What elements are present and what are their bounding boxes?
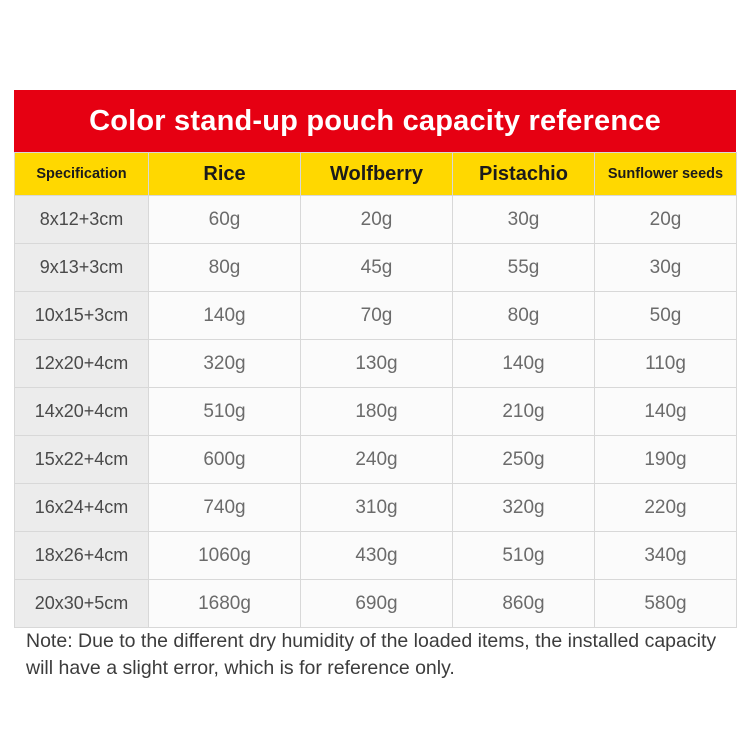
cell-rice: 600g (149, 436, 301, 484)
table-row (15, 484, 737, 532)
cell-rice: 60g (149, 196, 301, 244)
cell-sunflower-seeds: 110g (595, 340, 737, 388)
cell-rice: 1680g (149, 580, 301, 628)
cell-pistachio: 510g (453, 532, 595, 580)
cell-wolfberry: 130g (301, 340, 453, 388)
cell-wolfberry: 180g (301, 388, 453, 436)
cell-pistachio: 80g (453, 292, 595, 340)
cell-pistachio: 55g (453, 244, 595, 292)
page-title: Color stand-up pouch capacity reference (89, 104, 661, 137)
cell-rice: 1060g (149, 532, 301, 580)
column-header-sunflower-seeds: Sunflower seeds (595, 153, 737, 196)
column-header-wolfberry: Wolfberry (301, 153, 453, 196)
cell-wolfberry: 70g (301, 292, 453, 340)
cell-specification: 12x20+4cm (15, 340, 149, 388)
table-row (15, 580, 737, 628)
table-row (15, 436, 737, 484)
cell-pistachio: 140g (453, 340, 595, 388)
cell-specification: 15x22+4cm (15, 436, 149, 484)
cell-rice: 510g (149, 388, 301, 436)
capacity-table (14, 152, 737, 628)
cell-sunflower-seeds: 50g (595, 292, 737, 340)
cell-sunflower-seeds: 140g (595, 388, 737, 436)
cell-rice: 740g (149, 484, 301, 532)
table-row (15, 340, 737, 388)
cell-wolfberry: 690g (301, 580, 453, 628)
cell-specification: 20x30+5cm (15, 580, 149, 628)
cell-rice: 80g (149, 244, 301, 292)
title-banner (14, 90, 736, 152)
footnote: Note: Due to the different dry humidity of the loaded items, the installed capacity will have a slight error, which is for reference only. (26, 630, 717, 679)
cell-pistachio: 320g (453, 484, 595, 532)
cell-specification: 18x26+4cm (15, 532, 149, 580)
cell-wolfberry: 430g (301, 532, 453, 580)
capacity-sheet (14, 90, 736, 628)
cell-sunflower-seeds: 340g (595, 532, 737, 580)
cell-specification: 16x24+4cm (15, 484, 149, 532)
column-header-rice: Rice (149, 153, 301, 196)
cell-rice: 320g (149, 340, 301, 388)
cell-specification: 9x13+3cm (15, 244, 149, 292)
table-row (15, 388, 737, 436)
table-row (15, 532, 737, 580)
table-header-row (15, 153, 737, 196)
cell-sunflower-seeds: 20g (595, 196, 737, 244)
cell-wolfberry: 310g (301, 484, 453, 532)
column-header-specification: Specification (15, 153, 149, 196)
cell-wolfberry: 45g (301, 244, 453, 292)
cell-specification: 14x20+4cm (15, 388, 149, 436)
cell-sunflower-seeds: 220g (595, 484, 737, 532)
table-row (15, 244, 737, 292)
cell-pistachio: 210g (453, 388, 595, 436)
cell-pistachio: 30g (453, 196, 595, 244)
column-header-pistachio: Pistachio (453, 153, 595, 196)
table-body (15, 196, 737, 628)
cell-pistachio: 250g (453, 436, 595, 484)
cell-sunflower-seeds: 30g (595, 244, 737, 292)
table-row (15, 292, 737, 340)
cell-pistachio: 860g (453, 580, 595, 628)
cell-specification: 10x15+3cm (15, 292, 149, 340)
cell-wolfberry: 20g (301, 196, 453, 244)
table-header (15, 153, 737, 196)
cell-wolfberry: 240g (301, 436, 453, 484)
table-row (15, 196, 737, 244)
cell-specification: 8x12+3cm (15, 196, 149, 244)
cell-rice: 140g (149, 292, 301, 340)
cell-sunflower-seeds: 190g (595, 436, 737, 484)
cell-sunflower-seeds: 580g (595, 580, 737, 628)
